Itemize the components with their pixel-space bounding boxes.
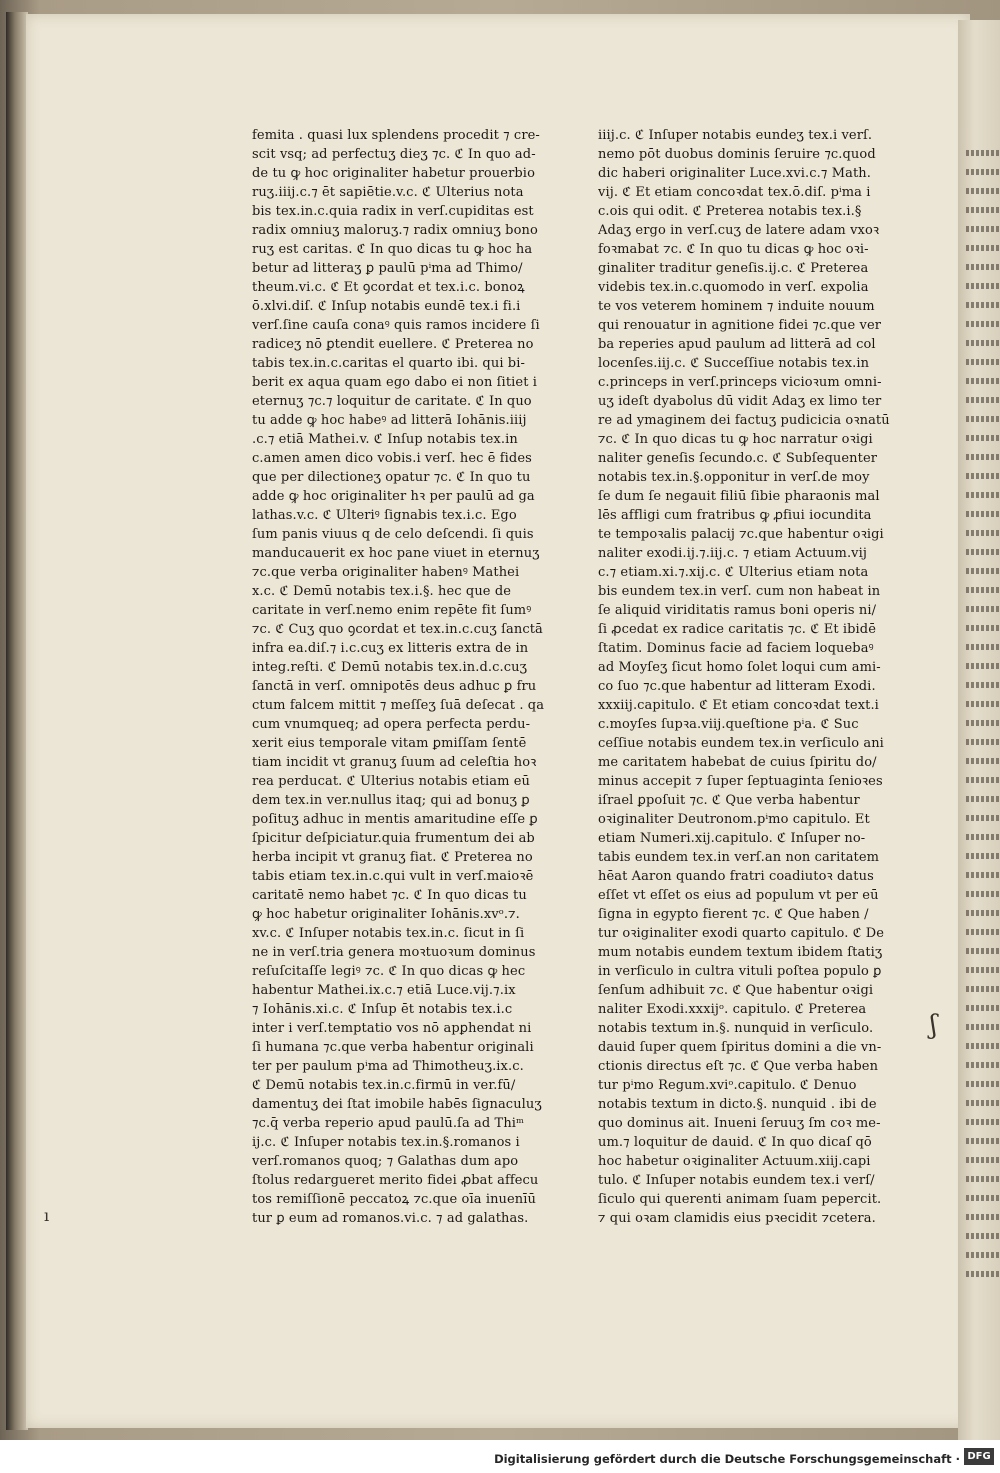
adjacent-page-text-trace [966, 1157, 1000, 1163]
adjacent-page-text-trace [966, 1005, 1000, 1011]
dfg-logo: DFG [964, 1448, 994, 1465]
text-line: ō.xlvi.diſ. ℭ Inſup notabis eundē tex.i fi.i [252, 299, 521, 314]
text-line: hēat Aaron quando fratri coadiutoꝛ datus [598, 869, 874, 884]
text-line: etiam Numeri.xij.capitulo. ℭ Inſuper no- [598, 831, 866, 846]
adjacent-page-text-trace [966, 397, 1000, 403]
text-line: verſ.romanos quoq; ⁊ Galathas dum apo [252, 1154, 519, 1169]
text-line: poſituʒ adhuc in mentis amaritudine eſſe ꝑ [252, 812, 538, 827]
text-line: oꝛiginaliter Deutronom.pⁱmo capitulo. Et [598, 812, 870, 827]
text-line: ꝙ hoc habetur originaliter Iohānis.xvᵒ.⁊. [252, 907, 520, 922]
adjacent-page-text-trace [966, 587, 1000, 593]
text-line: eſſet vt eſſet os eius ad populum vt per eū [598, 888, 879, 903]
text-line: ⁊c. ℭ In quo dicas tu ꝙ hoc narratur oꝛigi [598, 432, 873, 447]
adjacent-page-text-trace [966, 929, 1000, 935]
text-line: radix omniuʒ maloruʒ.⁊ radix omniuʒ bono [252, 223, 538, 238]
text-line: bis tex.in.c.quia radix in verſ.cupiditas est [252, 204, 534, 219]
adjacent-page-text-trace [966, 283, 1000, 289]
text-line: ſigna in egypto fierent ⁊c. ℭ Que haben / [598, 907, 869, 922]
text-line: rea perducat. ℭ Ulterius notabis etiam eū [252, 774, 530, 789]
adjacent-page-text-trace [966, 758, 1000, 764]
text-line: manducauerit ex hoc pane viuet in eternuʒ [252, 546, 540, 561]
text-column-left [252, 126, 568, 1228]
text-line: berit ex aqua quam ego dabo ei non ſitiet i [252, 375, 538, 390]
text-line: c.ois qui odit. ℭ Preterea notabis tex.i.§ [598, 204, 862, 219]
text-line: xv.c. ℭ Inſuper notabis tex.in.c. ſicut in ſi [252, 926, 525, 941]
adjacent-page-text-trace [966, 207, 1000, 213]
text-line: ruʒ.iiij.c.⁊ ēt sapiētie.v.c. ℭ Ulterius nota [252, 185, 524, 200]
text-line: tulo. ℭ Inſuper notabis eundem tex.i verſ/ [598, 1173, 875, 1188]
text-line: x.c. ℭ Demū notabis tex.i.§. hec que de [252, 584, 512, 599]
text-line: quo dominus ait. Inueni ſeruuʒ ſm coꝛ me- [598, 1116, 881, 1131]
adjacent-page-text-trace [966, 492, 1000, 498]
text-line: .c.⁊ etiā Mathei.v. ℭ Inſup notabis tex.in [252, 432, 518, 447]
adjacent-page-text-trace [966, 796, 1000, 802]
adjacent-page-edge [958, 20, 1000, 1440]
text-line: ſtatim. Dominus facie ad faciem loquebaꝰ [598, 641, 874, 656]
text-line: ⁊ qui oꝛam clamidis eius pꝛecidit ⁊cetera. [598, 1211, 876, 1226]
adjacent-page-text-trace [966, 1100, 1000, 1106]
text-line: tur ꝑ eum ad romanos.vi.c. ⁊ ad galathas. [252, 1211, 529, 1226]
marginal-pen-stroke: ʃ [930, 1010, 938, 1040]
adjacent-page-text-trace [966, 1195, 1000, 1201]
adjacent-page-text-trace [966, 416, 1000, 422]
adjacent-page-text-trace [966, 1233, 1000, 1239]
text-line: ruʒ est caritas. ℭ In quo dicas tu ꝙ hoc ha [252, 242, 533, 257]
text-line: damentuʒ dei ſtat imobile habēs ſignaculuʒ [252, 1097, 542, 1112]
adjacent-page-text-trace [966, 644, 1000, 650]
text-line: naliter geneſis ſecundo.c. ℭ Subſequenter [598, 451, 878, 466]
adjacent-page-text-trace [966, 226, 1000, 232]
text-line: ij.c. ℭ Inſuper notabis tex.in.§.romanos i [252, 1135, 520, 1150]
text-line: verſ.ſine cauſa conaꝰ quis ramos incidere ſi [252, 318, 540, 333]
text-line: theum.vi.c. ℭ Et ꝯcordat et tex.i.c. bonoꝝ [252, 280, 525, 295]
adjacent-page-text-trace [966, 530, 1000, 536]
text-line: tu adde ꝙ hoc habeꝰ ad litterā Iohānis.iiij [252, 413, 527, 428]
text-line: habentur Mathei.ix.c.⁊ etiā Luce.vij.⁊.ix [252, 983, 516, 998]
text-line: naliter exodi.ij.⁊.iij.c. ⁊ etiam Actuum.vij [598, 546, 868, 561]
text-line: caritatē nemo habet ⁊c. ℭ In quo dicas tu [252, 888, 527, 903]
text-line: lathas.v.c. ℭ Ulteriꝰ ſignabis tex.i.c. Ego [252, 508, 517, 523]
adjacent-page-text-trace [966, 1119, 1000, 1125]
text-line: videbis tex.in.c.quomodo in verſ. expolia [598, 280, 869, 295]
text-line: tabis tex.in.c.caritas el quarto ibi. qui bi- [252, 356, 525, 371]
adjacent-page-text-trace [966, 473, 1000, 479]
adjacent-page-text-trace [966, 321, 1000, 327]
adjacent-page-text-trace [966, 701, 1000, 707]
adjacent-page-text-trace [966, 169, 1000, 175]
text-line: te vos veterem hominem ⁊ induite nouum [598, 299, 875, 314]
text-line: me caritatem habebat de cuius ſpiritu do/ [598, 755, 877, 770]
book-spine-edge [6, 12, 28, 1430]
adjacent-page-text-trace [966, 834, 1000, 840]
adjacent-page-text-trace [966, 1214, 1000, 1220]
text-line: adde ꝙ hoc originaliter hꝛ per paulū ad ga [252, 489, 535, 504]
text-line: bis eundem tex.in verſ. cum non habeat in [598, 584, 881, 599]
adjacent-page-text-trace [966, 663, 1000, 669]
text-line: ⁊c. ℭ Cuʒ quo ꝯcordat et tex.in.c.cuʒ ſanctā [252, 622, 543, 637]
text-line: notabis tex.in.§.opponitur in verſ.de moy [598, 470, 870, 485]
text-line: dic haberi originaliter Luce.xvi.c.⁊ Math. [598, 166, 871, 181]
text-line: tos remiſſionē peccatoꝝ ⁊c.que oīa inuenīū [252, 1192, 537, 1207]
adjacent-page-text-trace [966, 872, 1000, 878]
adjacent-page-text-trace [966, 625, 1000, 631]
text-line: femita . quasi lux splendens procedit ⁊ cre- [252, 128, 540, 143]
adjacent-page-text-trace [966, 568, 1000, 574]
text-line: betur ad litteraʒ ꝑ paulū pⁱma ad Thimo/ [252, 261, 523, 276]
adjacent-page-text-trace [966, 815, 1000, 821]
text-line: tur oꝛiginaliter exodi quarto capitulo. ℭ De [598, 926, 885, 941]
adjacent-page-text-trace [966, 986, 1000, 992]
text-line: reſuſcitaſſe legiꝰ ⁊c. ℭ In quo dicas ꝙ hec [252, 964, 526, 979]
adjacent-page-text-trace [966, 435, 1000, 441]
adjacent-page-text-trace [966, 378, 1000, 384]
text-line: ba reperies apud paulum ad litterā ad col [598, 337, 876, 352]
adjacent-page-text-trace [966, 1081, 1000, 1087]
text-line: minus accepit ⁊ ſuper ſeptuaginta ſenioꝛes [598, 774, 883, 789]
text-line: ad Moyſeʒ ſicut homo ſolet loqui cum ami- [598, 660, 881, 675]
text-line: re ad ymaginem dei factuʒ pudicicia oꝛnatū [598, 413, 890, 428]
text-line: ℭ Demū notabis tex.in.c.firmū in ver.fū/ [252, 1078, 516, 1093]
text-line: ceſſiue notabis eundem tex.in verſiculo ani [598, 736, 884, 751]
adjacent-page-text-trace [966, 511, 1000, 517]
text-line: herba incipit vt granuʒ fiat. ℭ Preterea no [252, 850, 533, 865]
text-line: de tu ꝙ hoc originaliter habetur prouerbio [252, 166, 535, 181]
adjacent-page-text-trace [966, 150, 1000, 156]
text-line: hoc habetur oꝛiginaliter Actuum.xiij.capi [598, 1154, 871, 1169]
text-line: te tempoꝛalis palacij ⁊c.que habentur oꝛigi [598, 527, 884, 542]
text-line: foꝛmabat ⁊c. ℭ In quo tu dicas ꝙ hoc oꝛi- [598, 242, 869, 257]
text-line: ginaliter traditur geneſis.ij.c. ℭ Preterea [598, 261, 869, 276]
text-line: iiij.c. ℭ Inſuper notabis eundeʒ tex.i verſ. [598, 128, 873, 143]
text-line: cum vnumqueq; ad opera perfecta perdu- [252, 717, 531, 732]
adjacent-page-text-trace [966, 188, 1000, 194]
adjacent-page-text-trace [966, 245, 1000, 251]
text-line: vij. ℭ Et etiam concoꝛdat tex.ō.diſ. pⁱma i [598, 185, 871, 200]
text-line: c.moyſes ſupꝛa.viij.queſtione pⁱa. ℭ Suc [598, 717, 859, 732]
text-line: ſe dum ſe negauit filiū ſibie pharaonis mal [598, 489, 880, 504]
text-line: tiam incidit vt granuʒ ſuum ad celeſtia hoꝛ [252, 755, 537, 770]
text-line: radiceʒ nō ꝑtendit euellere. ℭ Preterea no [252, 337, 534, 352]
text-line: ſi humana ⁊c.que verba habentur originali [252, 1040, 534, 1055]
adjacent-page-text-trace [966, 264, 1000, 270]
adjacent-page-text-trace [966, 1062, 1000, 1068]
text-line: lēs affligi cum fratribus ꝙ ꝓfiui iocundita [598, 508, 872, 523]
adjacent-page-text-trace [966, 891, 1000, 897]
text-line: tabis etiam tex.in.c.qui vult in verſ.maioꝛē [252, 869, 534, 884]
text-line: ne in verſ.tria genera moꝛtuoꝛum dominus [252, 945, 536, 960]
text-line: mum notabis eundem textum ibidem ſtatiʒ [598, 945, 883, 960]
text-line: nemo pōt duobus dominis ſeruire ⁊c.quod [598, 147, 876, 162]
text-line: dauid ſuper quem ſpiritus domini a die vn- [598, 1040, 882, 1055]
text-line: locenſes.iij.c. ℭ Succeſſiue notabis tex.in [598, 356, 870, 371]
text-line: ⁊c.q̄ verba reperio apud paulū.ſa ad Thiᵐ [252, 1116, 525, 1131]
text-line: ⁊c.que verba originaliter habenꝰ Mathei [252, 565, 520, 580]
text-line: xxxiij.capitulo. ℭ Et etiam concoꝛdat text.i [598, 698, 879, 713]
text-line: inter i verſ.temptatio vos nō apꝑhendat ni [252, 1021, 532, 1036]
adjacent-page-text-trace [966, 948, 1000, 954]
text-line: ſtolus redargueret merito fidei ꝓbat affecu [252, 1173, 539, 1188]
text-line: Adaʒ ergo in verſ.cuʒ de latere adam vxoꝛ [598, 223, 880, 238]
text-line: infra ea.diſ.⁊ i.c.cuʒ ex litteris extra de in [252, 641, 529, 656]
text-line: caritate in verſ.nemo enim repēte fit ſumꝰ [252, 603, 532, 618]
adjacent-page-text-trace [966, 739, 1000, 745]
adjacent-page-text-trace [966, 454, 1000, 460]
text-line: eternuʒ ⁊c.⁊ loquitur de caritate. ℭ In quo [252, 394, 532, 409]
text-line: c.princeps in verſ.princeps vicioꝛum omni- [598, 375, 882, 390]
text-line: ter per paulum pⁱma ad Thimotheuʒ.ix.c. [252, 1059, 524, 1074]
adjacent-page-text-trace [966, 682, 1000, 688]
text-line: ſiculo qui querenti animam ſuam pepercit. [598, 1192, 882, 1207]
text-line: notabis textum in.§. nunquid in verſiculo. [598, 1021, 874, 1036]
text-line: ſenſum adhibuit ⁊c. ℭ Que habentur oꝛigi [598, 983, 874, 998]
text-line: naliter Exodi.xxxijᵒ. capitulo. ℭ Preterea [598, 1002, 867, 1017]
text-line: que per dilectioneʒ opatur ⁊c. ℭ In quo tu [252, 470, 531, 485]
text-line: co ſuo ⁊c.que habentur ad litteram Exodi. [598, 679, 876, 694]
text-line: xerit eius temporale vitam ꝑmiſſam ſentē [252, 736, 527, 751]
text-line: ſum panis viuus q de celo deſcendi. ſi quis [252, 527, 534, 542]
text-line: tabis eundem tex.in verſ.an non caritatem [598, 850, 880, 865]
adjacent-page-text-trace [966, 1271, 1000, 1277]
adjacent-page-text-trace [966, 910, 1000, 916]
text-line: notabis textum in dicto.§. nunquid . ibi de [598, 1097, 877, 1112]
ink-speck: ı [44, 1206, 50, 1225]
text-line: ſe aliquid viriditatis ramus boni operis ni/ [598, 603, 877, 618]
text-line: ⁊ Iohānis.xi.c. ℭ Inſup ēt notabis tex.i.c [252, 1002, 513, 1017]
adjacent-page-text-trace [966, 853, 1000, 859]
text-line: integ.reſti. ℭ Demū notabis tex.in.d.c.cuʒ [252, 660, 528, 675]
text-line: tur pⁱmo Regum.xviᵒ.capitulo. ℭ Denuo [598, 1078, 857, 1093]
text-line: um.⁊ loquitur de dauid. ℭ In quo dicaſ qō [598, 1135, 872, 1150]
adjacent-page-text-trace [966, 967, 1000, 973]
footer-credit: Digitalisierung gefördert durch die Deutsche Forschungsgemeinschaft · [494, 1452, 960, 1466]
text-line: ctum falcem mittit ⁊ meſſeʒ ſuā deſecat . qa [252, 698, 545, 713]
adjacent-page-text-trace [966, 720, 1000, 726]
adjacent-page-text-trace [966, 1252, 1000, 1258]
adjacent-page-text-trace [966, 302, 1000, 308]
text-line: in verſiculo in cultra vituli poſtea populo ꝑ [598, 964, 882, 979]
adjacent-page-text-trace [966, 1024, 1000, 1030]
text-line: ſi ꝓcedat ex radice caritatis ⁊c. ℭ Et ibidē [598, 622, 877, 637]
adjacent-page-text-trace [966, 777, 1000, 783]
text-line: ctionis directus eſt ⁊c. ℭ Que verba haben [598, 1059, 879, 1074]
text-line: iſrael ꝑpoſuit ⁊c. ℭ Que verba habentur [598, 793, 860, 808]
adjacent-page-text-trace [966, 1043, 1000, 1049]
adjacent-page-text-trace [966, 1176, 1000, 1182]
text-line: c.⁊ etiam.xi.⁊.xij.c. ℭ Ulterius etiam nota [598, 565, 869, 580]
adjacent-page-text-trace [966, 359, 1000, 365]
text-column-right [598, 126, 914, 1228]
text-line: ſpicitur deſpiciatur.quia frumentum dei ab [252, 831, 535, 846]
text-line: qui renouatur in agnitione fidei ⁊c.que ver [598, 318, 882, 333]
adjacent-page-text-trace [966, 340, 1000, 346]
adjacent-page-text-trace [966, 1138, 1000, 1144]
text-line: scit vsq; ad perfectuʒ dieʒ ⁊c. ℭ In quo ad- [252, 147, 536, 162]
adjacent-page-text-trace [966, 606, 1000, 612]
text-line: c.amen amen dico vobis.i verſ. hec ē fides [252, 451, 532, 466]
adjacent-page-text-trace [966, 549, 1000, 555]
text-line: dem tex.in ver.nullus itaq; qui ad bonuʒ ꝑ [252, 793, 530, 808]
text-line: uʒ ideſt dyabolus dū vidit Adaʒ ex limo ter [598, 394, 882, 409]
text-line: ſanctā in verſ. omnipotēs deus adhuc ꝑ fru [252, 679, 537, 694]
